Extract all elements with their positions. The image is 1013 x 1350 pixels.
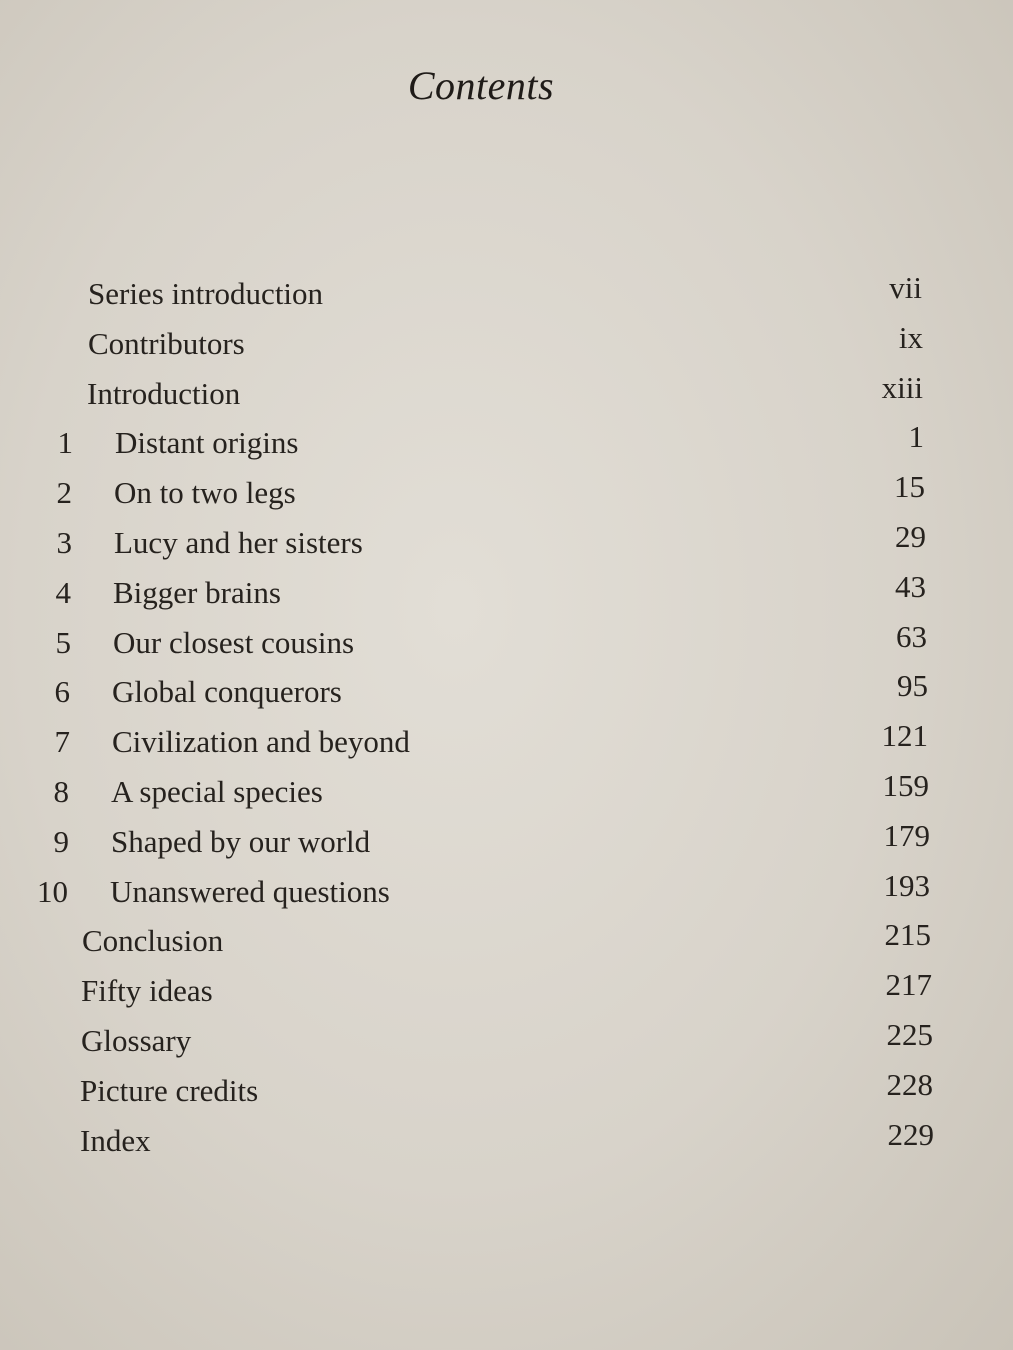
toc-entry — [0, 1016, 1013, 1073]
toc-entry — [0, 618, 1013, 675]
page-number: 29 — [895, 518, 926, 554]
toc-entry — [0, 319, 1013, 376]
entry-title: Glossary — [81, 1022, 192, 1058]
toc-entry — [0, 1066, 1013, 1123]
chapter-number: 1 — [57, 425, 73, 461]
entry-title: Global conquerors — [112, 674, 342, 710]
chapter-number: 3 — [56, 524, 72, 560]
table-of-contents — [0, 270, 1013, 1172]
page-number: 229 — [887, 1116, 934, 1152]
entry-title: Index — [80, 1122, 151, 1158]
page-number: 63 — [896, 618, 927, 654]
page-number: 1 — [908, 419, 924, 455]
toc-entry — [0, 419, 1013, 475]
entry-title: Civilization and beyond — [112, 724, 410, 760]
page-number: 225 — [886, 1016, 933, 1052]
toc-entry — [0, 767, 1013, 824]
chapter-number: 4 — [55, 574, 71, 610]
page-number: 228 — [886, 1066, 933, 1102]
entry-title: Fifty ideas — [81, 973, 213, 1009]
toc-entry — [0, 867, 1013, 924]
entry-title: Introduction — [87, 375, 241, 411]
toc-entry — [0, 967, 1013, 1023]
toc-entry — [0, 270, 1013, 326]
chapter-number: 2 — [56, 475, 72, 511]
toc-entry — [0, 518, 1013, 575]
toc-entry — [0, 369, 1013, 426]
page-number: xiii — [881, 369, 923, 405]
toc-entry — [0, 568, 1013, 625]
toc-entry — [0, 718, 1013, 774]
toc-entry — [0, 917, 1013, 973]
page-number: ix — [898, 319, 923, 355]
page-number: 43 — [895, 568, 926, 604]
entry-title: On to two legs — [114, 475, 296, 511]
chapter-number: 10 — [37, 873, 68, 909]
toc-entry — [0, 469, 1013, 525]
entry-title: Series introduction — [88, 276, 324, 311]
page-number: 179 — [883, 817, 930, 853]
chapter-number: 5 — [55, 624, 71, 660]
entry-title: Unanswered questions — [110, 873, 390, 909]
entry-title: Distant origins — [115, 425, 299, 461]
entry-title: Conclusion — [82, 923, 224, 959]
toc-entry — [0, 1116, 1013, 1173]
chapter-number: 8 — [53, 773, 69, 809]
page-title: Contents — [407, 63, 555, 108]
chapter-number: 9 — [53, 823, 69, 859]
page-number: 15 — [894, 469, 925, 505]
entry-title: Contributors — [88, 325, 245, 361]
entry-title: Picture credits — [80, 1072, 259, 1108]
toc-entry — [0, 668, 1013, 724]
entry-title: Bigger brains — [113, 574, 281, 610]
chapter-number: 6 — [54, 674, 70, 710]
entry-title: A special species — [111, 773, 323, 809]
page-number: 217 — [885, 967, 932, 1003]
page-number: 159 — [882, 767, 929, 803]
page-number: 215 — [884, 917, 931, 953]
page-number: 95 — [897, 668, 928, 704]
page-number: 121 — [881, 718, 928, 754]
entry-title: Lucy and her sisters — [114, 524, 363, 560]
toc-entry — [0, 817, 1013, 874]
entry-title: Shaped by our world — [111, 823, 371, 859]
chapter-number: 7 — [54, 724, 70, 760]
page-number: 193 — [883, 867, 930, 903]
entry-title: Our closest cousins — [113, 624, 355, 660]
page-number: vii — [889, 270, 922, 305]
